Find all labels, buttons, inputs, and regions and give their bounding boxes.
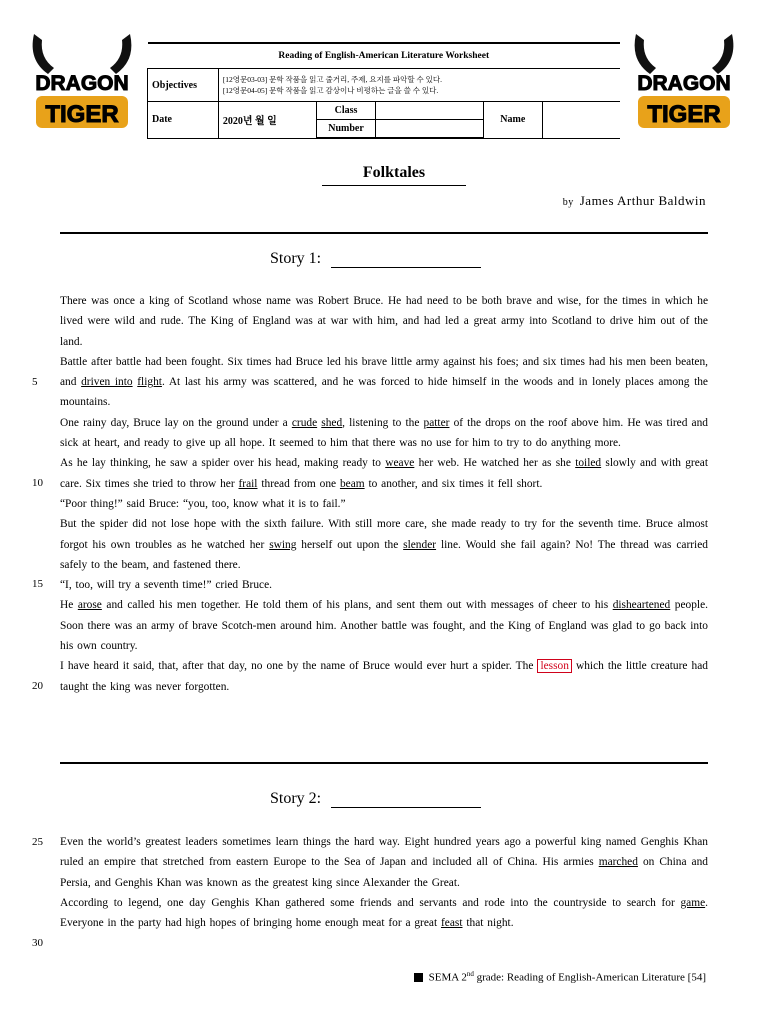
objectives-list (218, 69, 620, 102)
line-number: 25 (32, 836, 43, 848)
story1-title-blank[interactable] (331, 253, 481, 268)
svg-text:TIGER: TIGER (647, 101, 721, 128)
objectives-label: Objectives (148, 69, 219, 102)
line-number: 10 (32, 477, 43, 489)
name-field[interactable] (542, 102, 620, 139)
line-number: 30 (32, 937, 43, 949)
paragraph: Even the world’s greatest leaders sometimes learn things the hard way. Eight hundred years ago a powerful king named Genghis Khan ruled an empire that stretched from eastern Europe to the Sea of Japan and included all of China. His armies marched on China and Persia, and Genghis Khan was known as the greatest king since Alexander the Great. (60, 836, 708, 889)
line-number: 15 (32, 578, 43, 590)
objective-item: [12영문03-03] 문학 작품을 읽고 줄거리, 주제, 요지를 파악할 수 있다. (222, 75, 442, 84)
author-name: James Arthur Baldwin (579, 193, 706, 208)
story2-heading (270, 790, 481, 808)
divider (60, 232, 708, 234)
story2-text (60, 832, 708, 933)
paragraph: “I, too, will try a seventh time!” cried Bruce. (60, 579, 273, 592)
svg-text:TIGER: TIGER (45, 101, 119, 128)
story2-label: Story 2: (270, 790, 322, 807)
worksheet-header-table (147, 42, 620, 139)
paragraph: According to legend, one day Genghis Khan gathered some friends and servants and rode into the countryside to search for game. Everyone in the party had high hopes of bringing home enough meat for a great feast that night. (60, 896, 708, 930)
highlighted-word-lesson: lesson (537, 659, 571, 673)
paragraph: He arose and called his men together. He told them of his plans, and sent them out with messages of cheer to his disheartened people. Soon there was an army of brave Scotch-men around him. Another battle was fought, and the King of England was glad to go back into his own country. (60, 599, 708, 653)
divider (60, 762, 708, 764)
footer-sup: nd (466, 970, 474, 978)
line-number: 5 (32, 376, 38, 388)
page-footer (414, 970, 706, 984)
story1-text (60, 291, 708, 697)
class-field[interactable] (375, 102, 483, 120)
number-field[interactable] (375, 120, 483, 139)
paragraph: “Poor thing!” said Bruce: “you, too, know what it is to fail.” (60, 497, 346, 510)
story2-title-blank[interactable] (331, 793, 481, 808)
story1-heading (270, 250, 481, 268)
footer-text-post: grade: Reading of English-American Literature [54] (473, 971, 706, 984)
date-value: 2020년 월 일 (218, 102, 316, 139)
by-label: by (562, 197, 574, 208)
document-title: Folktales (322, 164, 466, 186)
dragon-tiger-logo-left (28, 30, 136, 138)
story1-label: Story 1: (270, 250, 322, 267)
objective-item: [12영문04-05] 문학 작품을 읽고 감상이나 비평하는 글을 쓸 수 있다. (222, 86, 439, 95)
footer-text-pre: SEMA 2 (428, 971, 467, 984)
worksheet-title: Reading of English-American Literature Worksheet (148, 43, 621, 69)
paragraph: One rainy day, Bruce lay on the ground under a crude shed, listening to the patter of the drops on the roof above him. He was tired and sick at heart, and ready to give up all hope. It seemed to him that there was no use for him to try to do anything more. (60, 416, 708, 450)
paragraph: Battle after battle had been fought. Six times had Bruce led his brave little army against his foes; and six times had his men been beaten, and driven into flight. At last his army was scattered, and he was forced to hide himself in the woods and in lonely places among the mountains. (60, 355, 708, 409)
date-label: Date (148, 102, 219, 139)
svg-text:DRAGON: DRAGON (35, 72, 129, 95)
name-label: Name (483, 102, 542, 139)
svg-text:DRAGON: DRAGON (637, 72, 731, 95)
class-label: Class (317, 102, 376, 120)
author-line (563, 193, 706, 209)
paragraph: There was once a king of Scotland whose name was Robert Bruce. He had need to be both brave and wise, for the times in which he lived were wild and rude. The King of England was at war with him, and had led a great army into Scotland to drive him out of the land. (60, 295, 708, 348)
number-label: Number (317, 120, 376, 139)
paragraph: I have heard it said, that, after that day, no one by the name of Bruce would ever hurt a spider. The lesson which the little creature had taught the king was never forgotten. (60, 660, 708, 693)
paragraph: But the spider did not lose hope with the sixth failure. With still more care, she made ready to try for the seventh time. Bruce almost forgot his own troubles as he watched her swing herself out upon the slender line. Would she fail again? No! The thread was carried safely to the beam, and fastened there. (60, 518, 708, 571)
line-number: 20 (32, 680, 43, 692)
paragraph: As he lay thinking, he saw a spider over his head, making ready to weave her web. He watched her as she toiled slowly and with great care. Six times she tried to throw her frail thread from one beam to another, and six times it fell short. (60, 457, 708, 490)
square-bullet-icon (414, 973, 423, 982)
dragon-tiger-logo-right (630, 30, 738, 138)
